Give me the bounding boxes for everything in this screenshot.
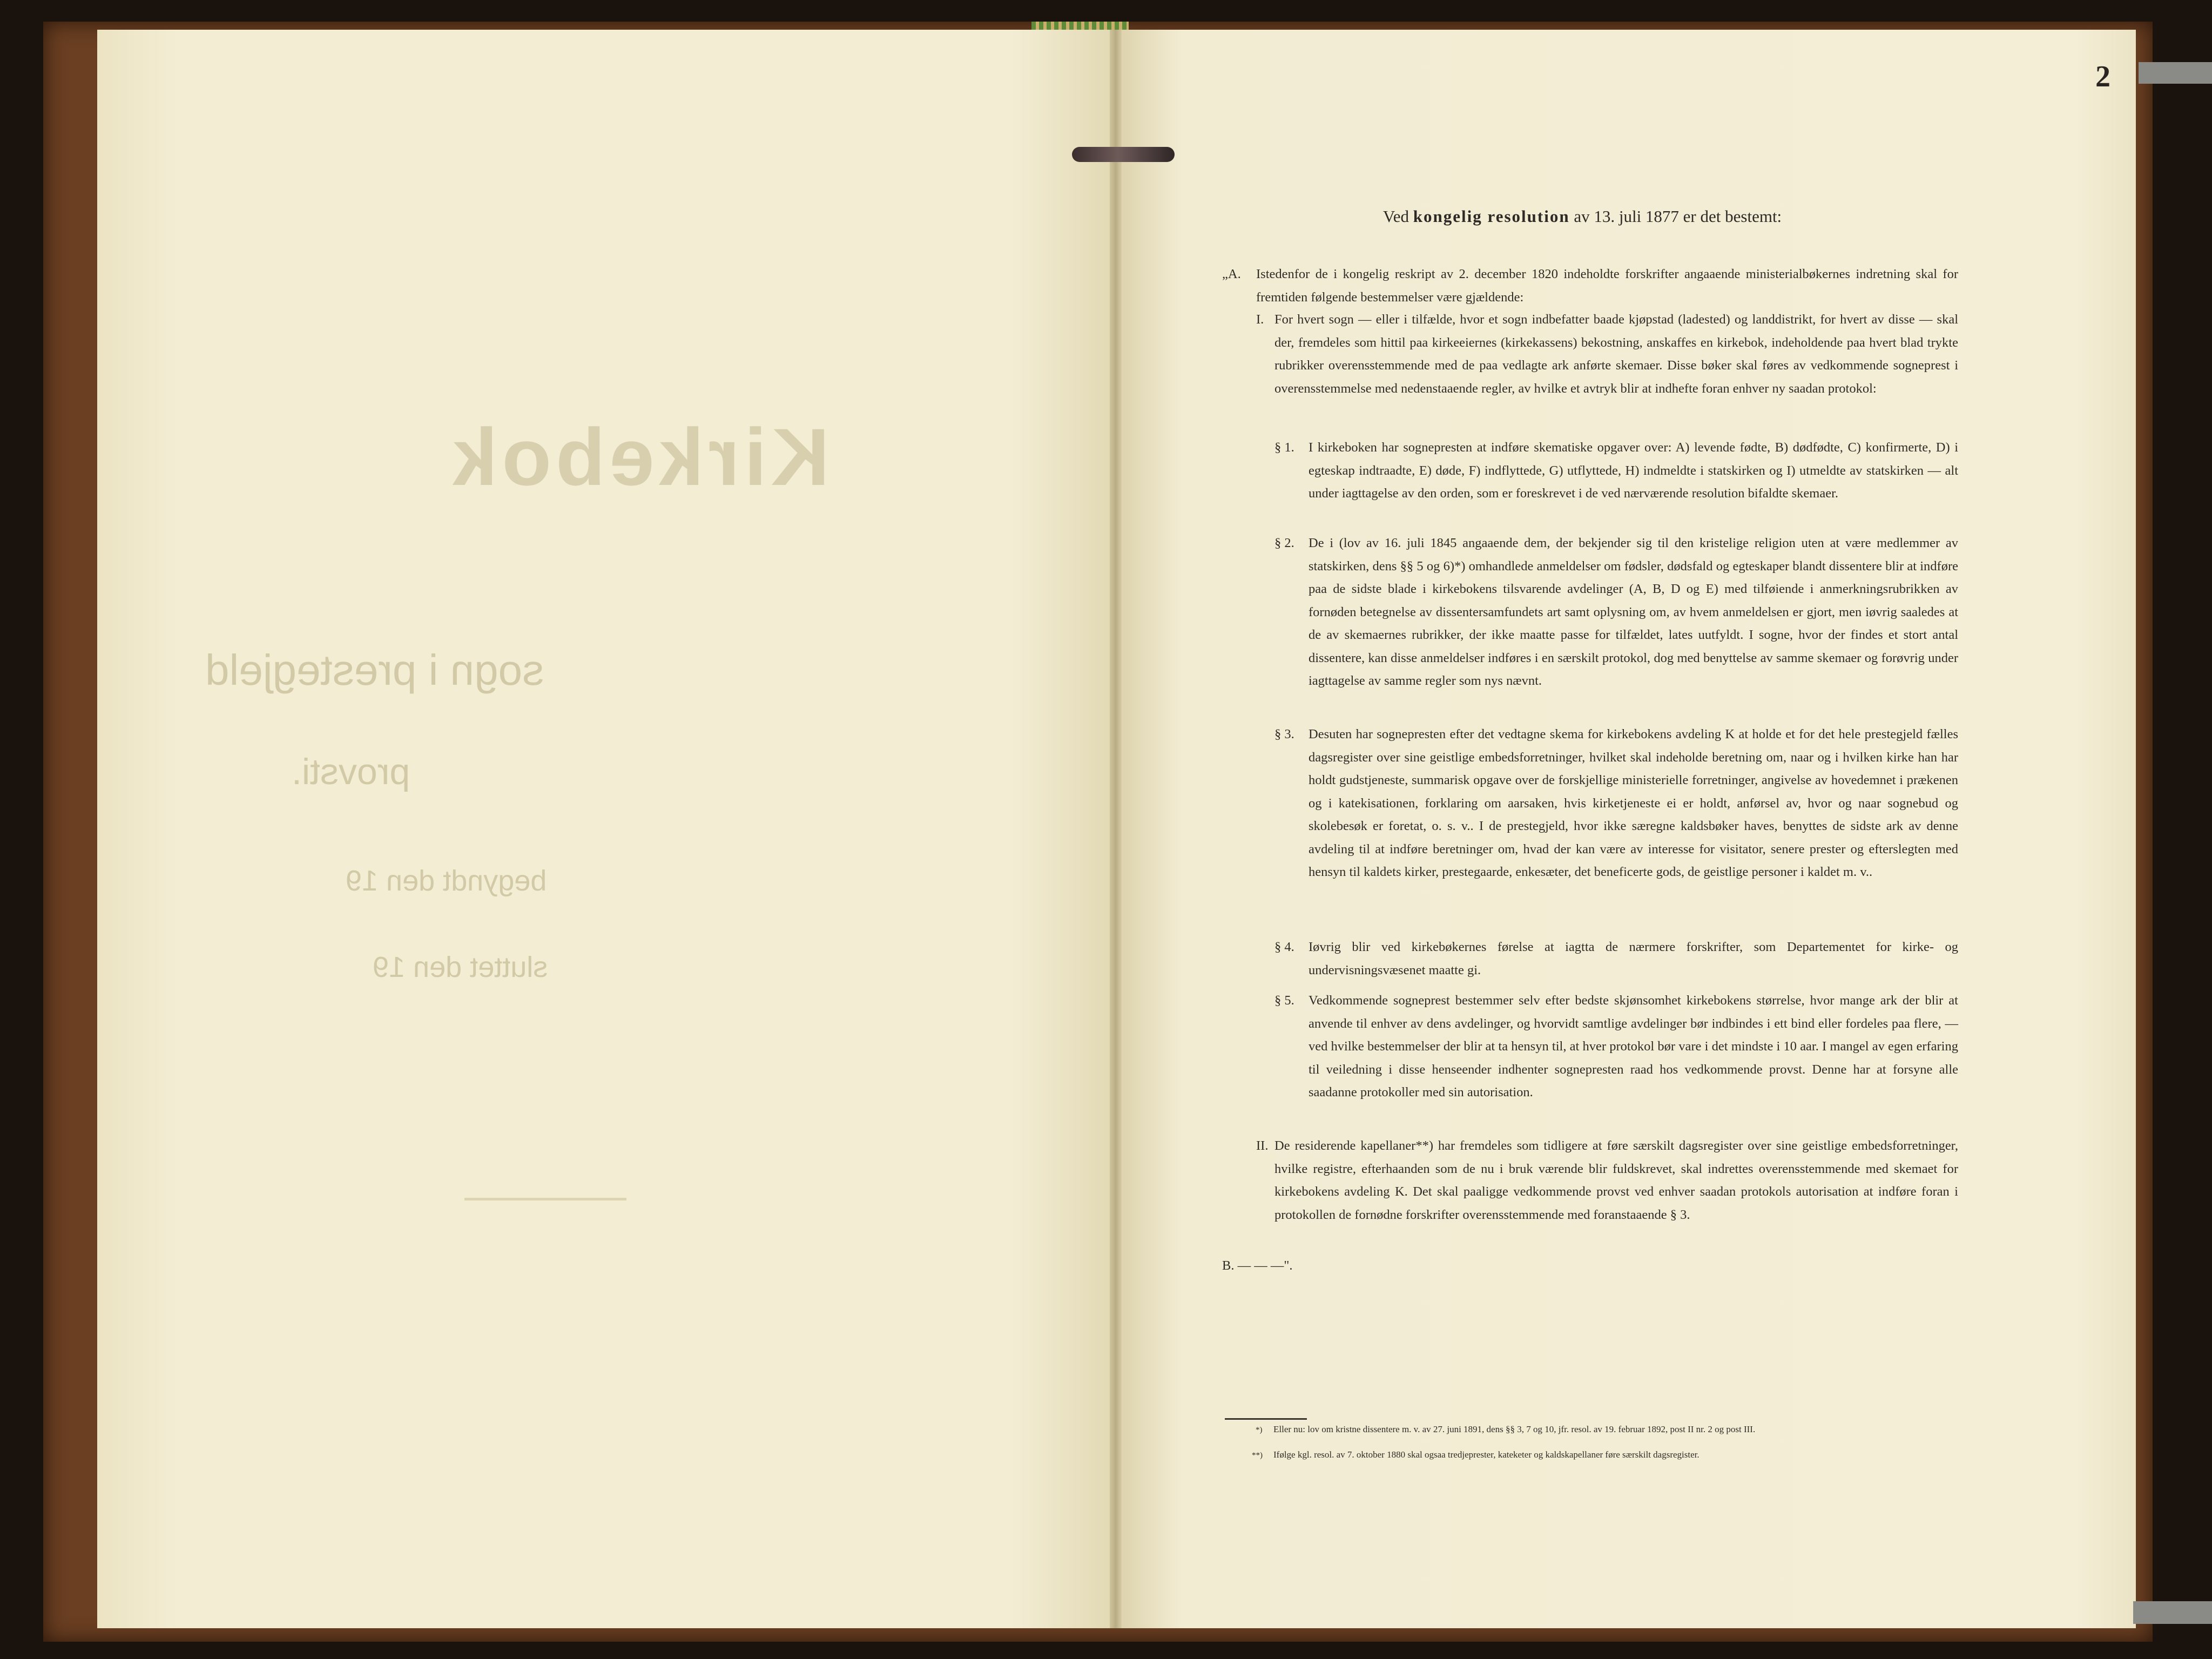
book-spine [1110,30,1122,1628]
ghost-line: sluttet den 19 [373,951,548,983]
paragraph-text: Desuten har sognepresten efter det vedtagne skema for kirkebokens avdeling K at holde et for det hele prestegjeld fælles dagsregister over sine geistlige embedsforretninger, hvilket skal indeholde beretning om, naar og i hvilken kirke han har holdt gudstjeneste, summarisk opgave over de forskjellige ministerielle forretninger, angivelse av hovedemnet i prækenen og i katekisationen, forklaring om aarsaken, hvis kirketjeneste ei er holdt, anførsel av, hvor og naar sognebud og skolebesøk er foretat, o. s. v.. I de prestegjeld, hvor ikke særegne kaldsbøker haves, benyttes de sidste ark av denne avdeling til at indføre beretninger om, hvad der kan være av interesse for visitator, senere prester og efterslegten med hensyn til kaldets kirker, prestegaarde, enkesæter, det beneficerte gods, de geistlige personer i kaldet m. v.. [1309,727,1958,879]
left-page [97,30,1112,1628]
footnote-text: Eller nu: lov om kristne dissentere m. v. av 27. juni 1891, dens §§ 3, 7 og 10, jfr. resol. av 19. februar 1892, post II nr. 2 og post III. [1273,1424,1756,1434]
scan-bar-bottom [2133,1601,2212,1624]
section-a-label: „A. [1222,267,1241,281]
binding-thread [1072,147,1175,162]
section-ii-label: II. [1256,1138,1269,1153]
section-i-label: I. [1256,312,1264,327]
paragraph-label: § 4. [1274,940,1294,954]
ghost-line: sogn i prestegjeld [205,646,544,694]
footnote-mark: *) [1256,1426,1263,1434]
section-b: B. — — —". [1222,1258,1293,1273]
paragraph-label: § 1. [1274,440,1294,455]
paragraph-label: § 5. [1274,993,1294,1008]
paragraph-label: § 2. [1274,536,1294,550]
title-suffix: av 13. juli 1877 er det bestemt: [1569,207,1782,226]
title-prefix: Ved [1382,207,1413,226]
ghost-line: begyndt den 19 [346,865,547,897]
footnote-mark: **) [1252,1451,1263,1460]
title-bold: kongelig resolution [1413,207,1570,226]
section-a-text: Istedenfor de i kongelig reskript av 2. december 1820 indeholdte forskrifter angaaende ministerialbøkernes indretning skal for fremtiden følgende bestemmelser være gjældende: [1256,267,1958,305]
paragraph-text: Iøvrig blir ved kirkebøkernes førelse at iagtta de nærmere forskrifter, som Departementet for kirke- og undervisningsvæsenet maatte gi. [1309,940,1958,977]
ghost-title: Kirkebok [448,412,830,502]
paragraph-label: § 3. [1274,727,1294,741]
section-ii-text: De residerende kapellaner**) har fremdeles som tidligere at føre særskilt dagsregister over sine geistlige embedsforretninger, hvilke registre, efterhaanden som de nu i bruk værende blir fuldskrevet, skal indrettes overensstemmende med skemaet for kirkebokens avdeling K. Det skal paaligge vedkommende provst ved enhver saadan protokols autorisation at indføre foran i protokollen de fornødne forskrifter overensstemmende med foranstaaende § 3. [1274,1138,1958,1222]
section-i-text: For hvert sogn — eller i tilfælde, hvor et sogn indbefatter baade kjøpstad (ladested) og landdistrikt, for hvert av disse — skal der, fremdeles som hittil paa kirkeeiernes (kirkekassens) bekostning, anskaffes en kirkebok, indeholdende paa hvert blad trykte rubrikker overensstemmende med de paa vedlagte ark anførte skemaer. Disse bøker skal føres av vedkommende sogneprest i overensstemmelse med nedenstaaende regler, av hvilke et avtryk blir at indhefte foran enhver ny saadan protokol: [1274,312,1958,396]
page-number: 2 [2095,60,2110,93]
ghost-rule [464,1198,626,1201]
footnote-text: Ifølge kgl. resol. av 7. oktober 1880 skal ogsaa tredjeprester, kateketer og kaldskapellaner føre særskilt dagsregister. [1273,1449,1700,1460]
paragraph-text: Vedkommende sogneprest bestemmer selv efter bedste skjønsomhet kirkebokens størrelse, hvor mange ark der blir at anvende til enhver av dens avdelinger, og hvorvidt samtlige avdelinger bør indbindes i ett bind eller fordeles paa flere, — ved hvilke bestemmelser der blir at ta hensyn til, at hver protokol bør vare i det mindste i 10 aar. I mangel av egen erfaring til veiledning i disse henseender indhenter sognepresten raad hos vedkommende provst. Denne har at forsyne alle saadanne protokoller med sin autorisation. [1309,993,1958,1100]
document-title [1231,207,1933,226]
paragraph-text: I kirkeboken har sognepresten at indføre skematiske opgaver over: A) levende fødte, B) dødfødte, C) konfirmerte, D) i egteskap indtraadte, E) døde, F) indflyttede, G) utflyttede, H) indmeldte i statskirken og I) utmeldte av statskirken — alt under iagttagelse av den orden, som er foreskrevet i de ved nærværende resolution bifaldte skemaer. [1309,440,1958,501]
footnote-rule [1225,1418,1307,1420]
paragraph-text: De i (lov av 16. juli 1845 angaaende dem, der bekjender sig til den kristelige religion uten at være medlemmer av statskirken, dens §§ 5 og 6)*) omhandlede anmeldelser om fødsler, dødsfald og egteskaper blandt dissentere blir at indføre paa de sidste blade i kirkebokens tilsvarende avdelinger (A, B, D og E) med tilføiende i anmerkningsrubrikken av fornøden betegnelse av dissentersamfundets art samt oplysning om, av hvem anmeldelsen er gjort, men iøvrig saaledes at de av skemaernes rubrikker, der ikke maatte passe for tilfældet, lates uutfyldt. I sogne, hvor der findes et stort antal dissentere, kan disse anmeldelser indføres i en særskilt protokol, dog med benyttelse av samme skemaer og forøvrig under iagttagelse av samme regler som nys nævnt. [1309,536,1958,688]
scan-bar-top [2139,62,2212,84]
ghost-line: provsti. [292,751,410,792]
